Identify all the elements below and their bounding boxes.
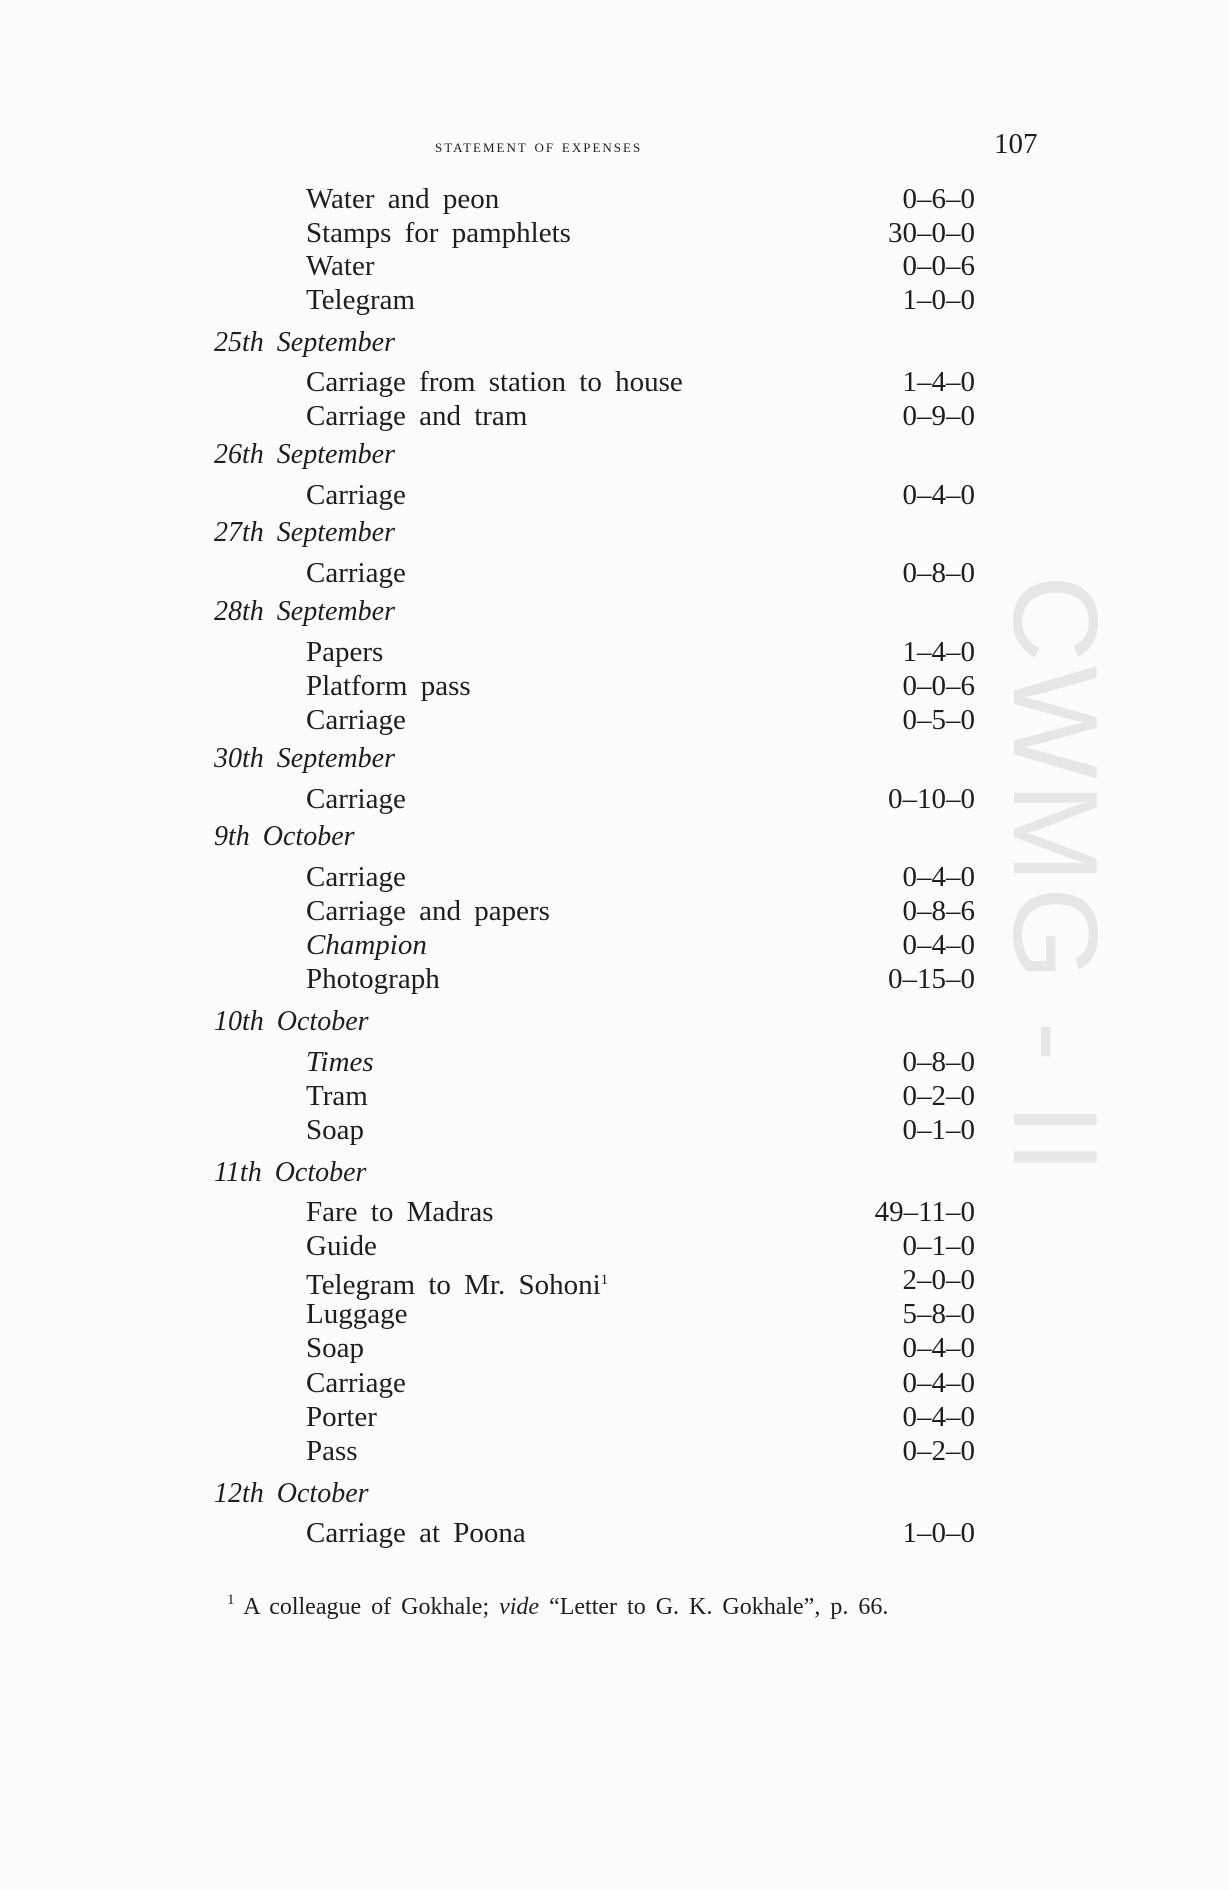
expense-item-label: Carriage and papers (306, 895, 550, 927)
expense-item-label: Soap (306, 1114, 364, 1146)
expense-item (306, 182, 499, 216)
footnote (227, 1592, 888, 1621)
date-heading-row (0, 742, 1229, 776)
expense-item-label: Carriage (306, 861, 406, 893)
expense-item-label: Photograph (306, 963, 440, 995)
date-heading: 12th October (214, 1478, 369, 1509)
expense-row (0, 1195, 1229, 1229)
expense-amount: 0–2–0 (902, 1080, 975, 1112)
date-heading-row (0, 595, 1229, 629)
expense-amount: 0–0–6 (902, 250, 975, 282)
expense-item-label: Soap (306, 1332, 364, 1364)
footnote-text-b: “Letter to G. K. Gokhale”, p. 66. (549, 1594, 889, 1620)
expense-item-label: Water and peon (306, 183, 500, 215)
expense-row (0, 962, 1229, 996)
expense-item (306, 283, 415, 317)
expense-item (306, 1195, 494, 1229)
expense-amount: 0–8–0 (902, 1046, 975, 1078)
expense-item (306, 860, 406, 894)
expense-amount: 1–0–0 (902, 284, 975, 316)
footnote-vide: vide (499, 1594, 540, 1620)
expense-row (0, 556, 1229, 590)
expense-item (306, 1400, 377, 1434)
expense-item-label: Platform pass (306, 670, 471, 702)
expense-item (306, 249, 375, 283)
expense-item (306, 669, 471, 703)
expense-item (306, 365, 683, 399)
date-heading-row (0, 516, 1229, 550)
expense-item-label: Carriage (306, 557, 406, 589)
expense-amount: 30–0–0 (888, 217, 975, 249)
date-heading: 11th October (214, 1157, 367, 1188)
expense-amount: 0–15–0 (888, 963, 975, 995)
expense-row (0, 249, 1229, 283)
footnote-text-a: A colleague of Gokhale; (243, 1594, 490, 1620)
expense-item (306, 216, 571, 250)
date-heading-row (0, 1156, 1229, 1190)
expense-amount: 5–8–0 (902, 1298, 975, 1330)
expense-item (306, 782, 406, 816)
expense-item (306, 1434, 358, 1468)
expense-item (306, 894, 550, 928)
expense-amount: 2–0–0 (902, 1264, 975, 1296)
expense-row (0, 365, 1229, 399)
date-heading: 27th September (214, 517, 395, 548)
expense-item-label: Champion (306, 929, 427, 961)
page-number: 107 (994, 128, 1038, 160)
expense-amount: 1–0–0 (902, 1517, 975, 1549)
date-heading: 25th September (214, 327, 395, 358)
expense-item (306, 1045, 374, 1079)
expense-amount: 0–4–0 (902, 479, 975, 511)
expense-item-label: Fare to Madras (306, 1196, 494, 1228)
date-heading: 9th October (214, 821, 355, 852)
expense-item-label: Stamps for pamphlets (306, 217, 571, 249)
expense-item (306, 1113, 364, 1147)
expense-amount: 0–6–0 (902, 183, 975, 215)
expense-item (306, 1516, 526, 1550)
expense-item (306, 1079, 368, 1113)
date-heading-row (0, 820, 1229, 854)
expense-item-label: Telegram (306, 284, 416, 316)
date-heading-row (0, 438, 1229, 472)
expense-item (306, 1331, 364, 1365)
expense-row (0, 1366, 1229, 1400)
expense-row (0, 478, 1229, 512)
expense-item (306, 1229, 377, 1263)
expense-row (0, 1331, 1229, 1365)
date-heading: 26th September (214, 439, 395, 470)
expense-row (0, 399, 1229, 433)
expense-item-label: Carriage (306, 1367, 406, 1399)
expense-row (0, 1516, 1229, 1550)
expense-item-label: Carriage from station to house (306, 366, 683, 398)
expense-row (0, 894, 1229, 928)
expense-item-label: Carriage (306, 479, 406, 511)
expense-row (0, 782, 1229, 816)
date-heading: 30th September (214, 743, 395, 774)
expense-amount: 0–9–0 (902, 400, 975, 432)
footnote-marker: 1 (227, 1592, 235, 1608)
expense-item (306, 962, 440, 996)
expense-item (306, 1297, 407, 1331)
expense-item-label: Carriage (306, 783, 406, 815)
expense-amount: 49–11–0 (874, 1196, 975, 1228)
running-title: statement of expenses (435, 136, 643, 157)
expense-row (0, 860, 1229, 894)
expense-amount: 0–8–0 (902, 557, 975, 589)
expense-amount: 0–8–6 (902, 895, 975, 927)
date-heading-row (0, 326, 1229, 360)
expense-amount: 0–4–0 (902, 1332, 975, 1364)
expense-item-label: Water (306, 250, 375, 282)
expense-item-label: Papers (306, 636, 384, 668)
expense-row (0, 635, 1229, 669)
expense-item (306, 928, 427, 962)
expense-item-label: Guide (306, 1230, 377, 1262)
expense-item (306, 478, 406, 512)
expense-row (0, 928, 1229, 962)
expense-item (306, 399, 527, 433)
expense-row (0, 216, 1229, 250)
expense-row (0, 703, 1229, 737)
expense-row (0, 1400, 1229, 1434)
watermark: CWMG - II (988, 575, 1122, 1178)
expense-amount: 0–10–0 (888, 783, 975, 815)
expense-item (306, 635, 383, 669)
expense-row (0, 1229, 1229, 1263)
expense-amount: 1–4–0 (902, 366, 975, 398)
expense-item-label: Carriage (306, 704, 406, 736)
expense-row (0, 283, 1229, 317)
expense-item (306, 556, 406, 590)
expense-item-label: Times (306, 1046, 374, 1078)
expense-amount: 0–4–0 (902, 1401, 975, 1433)
expense-row (0, 1263, 1229, 1301)
expense-amount: 0–4–0 (902, 1367, 975, 1399)
expense-item (306, 703, 406, 737)
expense-amount: 0–1–0 (902, 1230, 975, 1262)
expense-row (0, 1113, 1229, 1147)
expense-item-label: Telegram to Mr. Sohoni (306, 1269, 601, 1301)
expense-amount: 0–4–0 (902, 861, 975, 893)
expense-row (0, 669, 1229, 703)
date-heading: 10th October (214, 1006, 369, 1037)
expense-item-label: Carriage at Poona (306, 1517, 526, 1549)
expense-amount: 0–1–0 (902, 1114, 975, 1146)
expense-item-label: Tram (306, 1080, 368, 1112)
date-heading: 28th September (214, 596, 395, 627)
expense-amount: 0–4–0 (902, 929, 975, 961)
expense-row (0, 1297, 1229, 1331)
expense-amount: 0–0–6 (902, 670, 975, 702)
expense-amount: 1–4–0 (902, 636, 975, 668)
footnote-reference: 1 (600, 1272, 609, 1288)
expense-amount: 0–5–0 (902, 704, 975, 736)
expense-row (0, 1079, 1229, 1113)
date-heading-row (0, 1477, 1229, 1511)
expense-row (0, 182, 1229, 216)
expense-amount: 0–2–0 (902, 1435, 975, 1467)
expense-row (0, 1434, 1229, 1468)
expense-item (306, 1366, 406, 1400)
expense-row (0, 1045, 1229, 1079)
expense-item-label: Pass (306, 1435, 358, 1467)
expense-item-label: Luggage (306, 1298, 408, 1330)
date-heading-row (0, 1005, 1229, 1039)
expense-item-label: Carriage and tram (306, 400, 528, 432)
expense-item-label: Porter (306, 1401, 377, 1433)
